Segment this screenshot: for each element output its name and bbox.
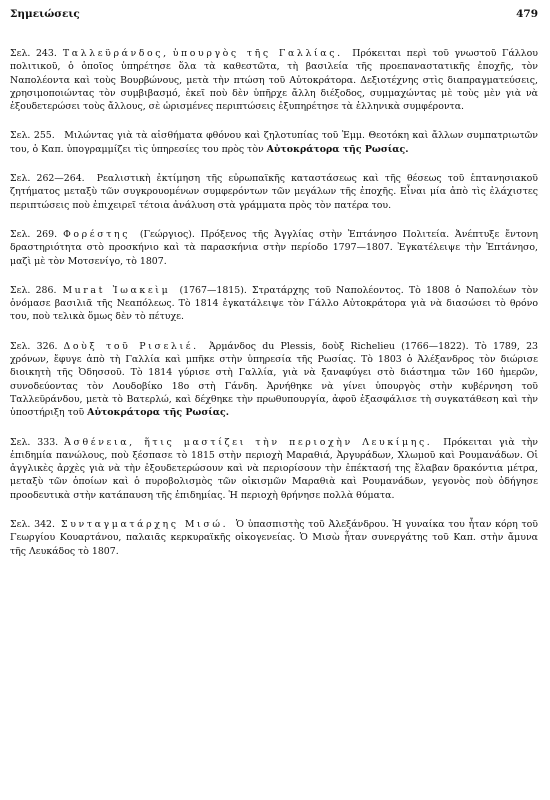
section-title: Σημειώσεις xyxy=(10,8,80,20)
note-lead: ὑπουργὸς τῆς Γαλλίας. xyxy=(172,48,343,59)
page-reference: Σελ. 255. xyxy=(10,130,55,142)
note-entry xyxy=(10,172,538,212)
note-emphasis: Αὐτοκράτορα τῆς Ρωσίας. xyxy=(266,143,409,155)
note-entry xyxy=(10,284,538,324)
page-reference: Σελ. 262—264. xyxy=(10,173,85,185)
note-entry xyxy=(10,47,538,113)
note-text: (Γεώργιος). Πρόξενος τῆς Ἀγγλίας στὴν Ἑπτάνησο Πολιτεία. Ἀνέπτυξε ἔντονη δραστηριότητα στὸ προσκήνιο καὶ τὰ παρασκήνια στὴν περίοδο 1797—1807. Ἐγκατέλειψε τὴν Ἑπτάνησο, μαζὶ μὲ τὸν Μοτσενίγο, τὸ 1807. xyxy=(10,228,539,267)
note-text: Πρόκειται περὶ τοῦ γνωστοῦ Γάλλου πολιτικοῦ, ὁ ὁποῖος ὑπηρέτησε ὅλα τὰ καθεστῶτα, τὴ βασιλεία τῆς προεπαναστατικῆς ἐποχῆς, τὸν Ναπολέοντα καὶ τοὺς Βουρβώνους, μετὰ τὴν πτώση τοῦ Αὐτοκράτορα. Δεξιοτέχνης στὶς διαπραγματεύσεις, χρησιμοποιώντας τὸν συμβιβασμό, ἐκεῖ ποὺ δὲν ὑπῆρχε ἄλλη διέξοδος, συμμαχώντας μὲ τοὺς μὲν γιὰ νὰ ἐξουδετερώσει τοὺς ἄλλους, σὲ ὡρισμένες περιπτώσεις ἐξυπηρέτησε τὰ ἑλληνικὰ συμφέροντα. xyxy=(10,48,539,113)
note-headword: Ταλλεϋράνδος, xyxy=(62,48,169,59)
note-text: Ἀρμάνδος du Plessis, δοὺξ Richelieu (1766—1822). Τὸ 1789, 23 χρόνων, ἔφυγε ἀπὸ τὴ Γαλλία καὶ μπῆκε στὴν ὑπηρεσία τῆς Ρωσίας. Τὸ 1803 ὁ Ἀλέξανδρος τὸν διώρισε διοικητὴ τῆς Ὀδησσοῦ. Τὸ 1814 γύρισε στὴ Γαλλία, γιὰ νὰ ξαναφύγει στὸ διάστημα τῶν 160 ἡμερῶν, συνοδεύοντας τὸν Λουδοβίκο 18ο στὴ Γάνδη. Ἀρνήθηκε νὰ γίνει ὑπουργὸς στὴν κυβέρνηση τοῦ Ταλλεϋράνδου, μετὰ τὸ Βατερλώ, καὶ δέχθηκε τὴν πρωθυπουργία, ἀφοῦ ἐξασφάλισε τὴ συγκατάθεση καὶ τὴν ὑποστήριξη τοῦ xyxy=(10,340,538,419)
page-reference: Σελ. 342. xyxy=(10,519,55,531)
page-reference: Σελ. 243. xyxy=(10,48,57,59)
note-headword: Ἀσθένεια, ἥτις μαστίζει τὴν περιοχὴν Λευκίμης. xyxy=(64,436,433,448)
note-text: Τὸ 1808 ὁ Ναπολέων τὸν ὀνόμασε βασιλιᾶ τῆς Νεαπόλεως. Τὸ 1814 ἐγκατάλειψε τὸν Γάλλο Αὐτοκράτορα γιὰ νὰ διασώσει τὸ θρόνο του, ποὺ τελικὰ ὅμως δὲν τὸ πέτυχε. xyxy=(10,284,539,323)
note-text: Ρεαλιστικὴ ἐκτίμηση τῆς εὐρωπαϊκῆς καταστάσεως καὶ τῆς θέσεως τοῦ ἑπτανησιακοῦ ζητήματος μεταξὺ τῶν συγκρουομένων συμφερόντων τῶν μεγάλων τῆς ἐποχῆς. Εἶναι μία ἀπὸ τὶς ἐλάχιστες περιπτώσεις ποὺ ἐπιχειρεῖ τέτοια ἀνάλυση στὰ γράμματα πρὸς τὸν πατέρα του. xyxy=(10,173,539,211)
page-number: 479 xyxy=(516,8,538,20)
note-entry xyxy=(10,129,538,156)
page-reference: Σελ. 333. xyxy=(10,436,59,448)
note-emphasis: Αὐτοκράτορα τῆς Ρωσίας. xyxy=(87,407,229,419)
page-reference: Σελ. 269. xyxy=(10,228,58,240)
note-headword: Συνταγματάρχης Μισώ. xyxy=(61,519,229,531)
note-headword: Δοὺξ τοῦ Ρισελιέ. xyxy=(63,340,199,352)
page-reference: Σελ. 286. xyxy=(10,284,57,296)
note-text: Πρόκειται γιὰ τὴν ἐπιδημία πανώλους, ποὺ ξέσπασε τὸ 1815 στὴν περιοχὴ Μαραθιά, Ἀργυράδων, Χλωμοῦ καὶ Ρουμανάδων. Οἱ ἀγγλικὲς ἀρχὲς γιὰ νὰ τὴν ἐξουδετερώσουν καὶ νὰ περιορίσουν τὴν ἐπέκτασή της ἔλαβαν δρακόντια μέτρα, μεταξὺ τῶν ὁποίων καὶ ὁ πυροβολισμὸς τῶν οἰκισμῶν Μαραθιὰ καὶ Ρουμανάδων, γεγονὸς ποὺ ὁδήγησε προοδευτικὰ στὴν κατάπαυση τῆς ἐπιδημίας. Ἡ περιοχὴ θρήνησε πολλὰ θύματα. xyxy=(10,436,538,501)
note-lead: (1767—1815). Στρατάρχης τοῦ Ναπολέοντος. xyxy=(179,284,404,296)
page xyxy=(10,8,538,574)
running-head xyxy=(10,8,538,20)
note-entry xyxy=(10,436,538,502)
page-reference: Σελ. 326. xyxy=(10,340,58,352)
note-entry xyxy=(10,228,538,268)
note-headword: Φορέστης xyxy=(63,228,131,240)
note-entry xyxy=(10,340,538,420)
note-headword: Murat Ἰωακεὶμ xyxy=(62,284,171,296)
note-text: Μιλώντας γιὰ τὰ αἰσθήματα φθόνου καὶ ζηλοτυπίας τοῦ Ἐμμ. Θεοτόκη καὶ ἄλλων συμπατριωτῶν του, ὁ Καπ. ὑπογραμμίζει τὶς ὑπηρεσίες του πρὸς τὸν xyxy=(10,130,538,155)
note-entry xyxy=(10,518,538,558)
note-text: Ὁ ὑπασπιστὴς τοῦ Ἀλεξάνδρου. Ἡ γυναίκα του ἦταν κόρη τοῦ Γεωργίου Κουαρτάνου, παλαιᾶς κερκυραϊκῆς οἰκογενείας. Ὁ Μισὼ ἦταν συνεργάτης τοῦ Καπ. στὴν ἄμυνα τῆς Λευκάδος τὸ 1807. xyxy=(10,519,538,557)
